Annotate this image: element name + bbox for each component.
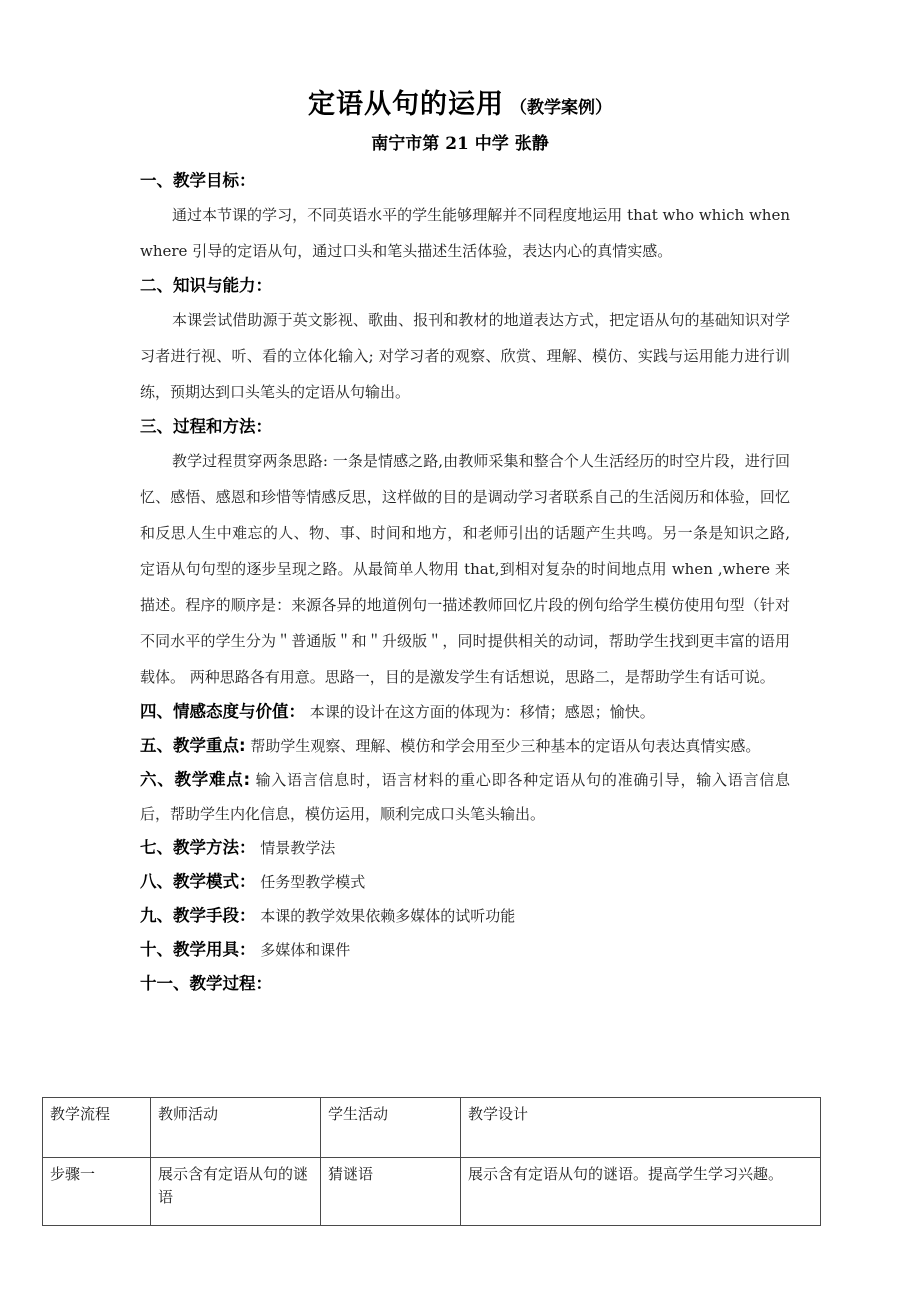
section-3 [140,410,790,695]
table-row [43,1158,821,1226]
section-8-heading: 八、教学模式： [140,872,256,891]
section-4-text: 本课的设计在这方面的体现为：移情；感恩；愉快。 [309,703,655,721]
table-header-cell-flow: 教学流程 [43,1098,151,1158]
section-1 [140,164,790,269]
table-cell-design: 展示含有定语从句的谜语。提高学生学习兴趣。 [461,1158,821,1226]
table-cell-teacher: 展示含有定语从句的谜语 [151,1158,321,1226]
section-10-heading: 十、教学用具： [140,940,256,959]
section-2-paragraph: 本课尝试借助源于英文影视、歌曲、报刊和教材的地道表达方式，把定语从句的基础知识对学习者进行视、听、看的立体化输入; 对学习者的观察、欣赏、理解、模仿、实践与运用能力进行训练，预期达到口头笔头的定语从句输出。 [140,311,790,401]
table-header-cell-teacher: 教师活动 [151,1098,321,1158]
teaching-process-table [42,1097,821,1226]
section-4 [140,695,790,729]
section-3-paragraph: 教学过程贯穿两条思路: 一条是情感之路,由教师采集和整合个人生活经历的时空片段，进行回忆、感悟、感恩和珍惜等情感反思，这样做的目的是调动学习者联系自己的生活阅历和体验，回忆和反思人生中难忘的人、物、事、时间和地方，和老师引出的话题产生共鸣。另一条是知识之路, 定语从句句型的逐步呈现之路。从最简单人物用 that,到相对复杂的时间地点用 when ,where 来描述。程序的顺序是：来源各异的地道例句一描述教师回忆片段的例句给学生模仿使用句型（针对不同水平的学生分为＂普通版＂和＂升级版＂，同时提供相关的动词，帮助学生找到更丰富的语用载体。 两种思路各有用意。思路一，目的是激发学生有话想说，思路二，是帮助学生有话可说。 [140,452,790,686]
section-2-heading: 二、知识与能力： [140,276,272,295]
table-header-row [43,1098,821,1158]
doc-author: 南宁市第 21 中学 张静 [371,134,549,154]
section-5-heading: 五、教学重点: [140,736,246,755]
title-block [0,0,920,154]
section-9 [140,899,790,933]
doc-title-suffix: （教学案例） [510,98,612,118]
section-6-heading: 六、教学难点: [140,770,251,789]
section-7-heading: 七、教学方法： [140,838,256,857]
section-5 [140,729,790,763]
section-9-text: 本课的教学效果依赖多媒体的试听功能 [260,907,516,925]
table-cell-student: 猜谜语 [321,1158,461,1226]
section-9-heading: 九、教学手段： [140,906,256,925]
section-4-heading: 四、情感态度与价值： [140,702,305,721]
table-header-cell-design: 教学设计 [461,1098,821,1158]
section-11-heading: 十一、教学过程： [140,974,272,993]
page-title [0,82,920,121]
table-header-cell-student: 学生活动 [321,1098,461,1158]
section-6-text: 输入语言信息时，语言材料的重心即各种定语从句的准确引导，输入语言信息后，帮助学生内化信息，模仿运用，顺利完成口头笔头输出。 [140,771,790,823]
section-2 [140,269,790,410]
table-cell-flow: 步骤一 [43,1158,151,1226]
section-10-text: 多媒体和课件 [260,941,351,959]
section-6 [140,763,790,831]
section-3-heading: 三、过程和方法： [140,417,272,436]
section-8-text: 任务型教学模式 [260,873,366,891]
section-7 [140,831,790,865]
section-7-text: 情景教学法 [260,839,336,857]
doc-title-text: 定语从句的运用 [308,89,504,120]
document-body [0,154,920,1000]
teaching-process-table-wrap [42,1097,820,1226]
section-10 [140,933,790,967]
section-8 [140,865,790,899]
section-1-heading: 一、教学目标： [140,171,256,190]
section-5-text: 帮助学生观察、理解、模仿和学会用至少三种基本的定语从句表达真情实感。 [250,737,761,755]
section-1-paragraph: 通过本节课的学习，不同英语水平的学生能够理解并不同程度地运用 that who which when where 引导的定语从句，通过口头和笔头描述生活体验，表达内心的真情实感。 [140,206,790,260]
